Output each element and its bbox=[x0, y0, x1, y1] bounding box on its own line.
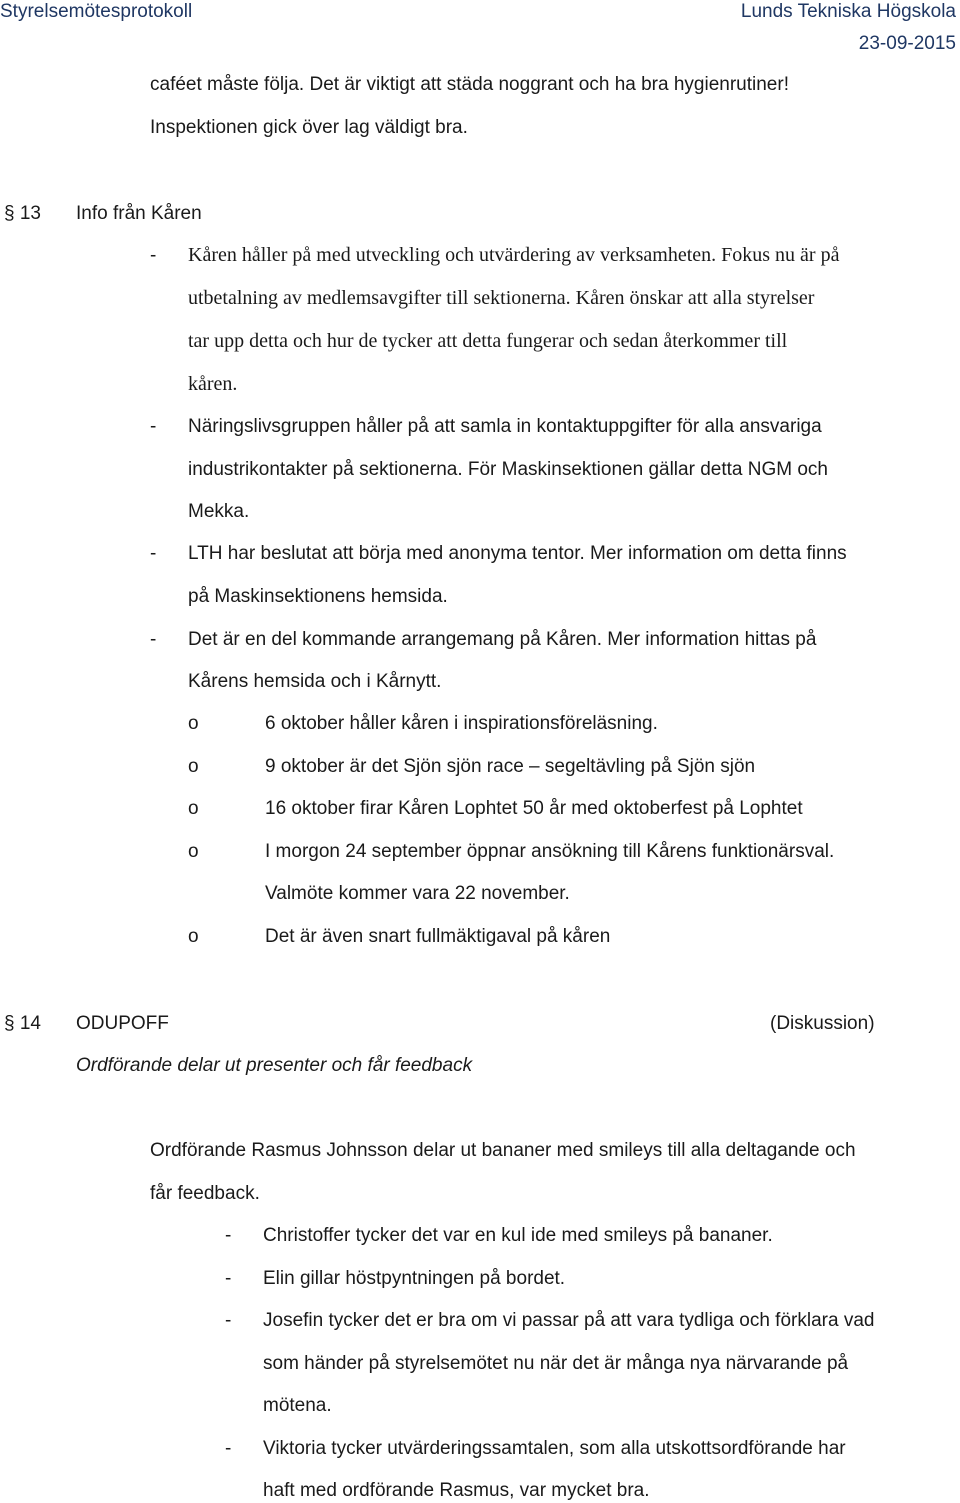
sublist-bullet: o bbox=[188, 926, 199, 947]
list-item-line: Det är en del kommande arrangemang på Kåren. Mer information hittas på bbox=[188, 629, 817, 650]
list-dash: - bbox=[150, 543, 157, 564]
list-dash: - bbox=[225, 1268, 232, 1289]
list-item-line: Näringslivsgruppen håller på att samla in kontaktuppgifter för alla ansvariga bbox=[188, 416, 822, 437]
list-item-line: kåren. bbox=[188, 373, 238, 395]
list-item-line: utbetalning av medlemsavgifter till sektionerna. Kåren önskar att alla styrelser bbox=[188, 287, 815, 309]
section-title: Info från Kåren bbox=[76, 203, 202, 224]
sublist-item-line: 9 oktober är det Sjön sjön race – segeltävling på Sjön sjön bbox=[265, 756, 756, 777]
sublist-item-line: I morgon 24 september öppnar ansökning till Kårens funktionärsval. bbox=[265, 841, 835, 862]
list-dash: - bbox=[225, 1225, 232, 1246]
section-title: ODUPOFF bbox=[76, 1013, 169, 1034]
section-subtitle: Ordförande delar ut presenter och får feedback bbox=[76, 1055, 473, 1076]
document-date: 23-09-2015 bbox=[858, 33, 956, 54]
organization-name: Lunds Tekniska Högskola bbox=[740, 1, 956, 22]
list-item-line: Kåren håller på med utveckling och utvärdering av verksamheten. Fokus nu är på bbox=[188, 244, 840, 266]
sublist-bullet: o bbox=[188, 798, 199, 819]
sublist-item-line: 6 oktober håller kåren i inspirationsföreläsning. bbox=[265, 713, 658, 734]
list-item-line: som händer på styrelsemötet nu när det är många nya närvarande på bbox=[263, 1353, 849, 1374]
paragraph-line: Ordförande Rasmus Johnsson delar ut bananer med smileys till alla deltagande och bbox=[150, 1140, 856, 1161]
section-number: § 13 bbox=[4, 203, 41, 224]
list-item-line: tar upp detta och hur de tycker att detta fungerar och sedan återkommer till bbox=[188, 330, 788, 352]
list-item-line: industrikontakter på sektionerna. För Maskinsektionen gällar detta NGM och bbox=[188, 459, 828, 480]
sublist-bullet: o bbox=[188, 841, 199, 862]
section-tag: (Diskussion) bbox=[770, 1013, 875, 1034]
list-item-line: Josefin tycker det er bra om vi passar på att vara tydliga och förklara vad bbox=[263, 1310, 875, 1331]
list-item-line: Mekka. bbox=[188, 501, 250, 522]
list-dash: - bbox=[225, 1310, 232, 1331]
list-item-line: Viktoria tycker utvärderingssamtalen, som alla utskottsordförande har bbox=[263, 1438, 846, 1459]
list-dash: - bbox=[150, 629, 157, 650]
list-item-line: på Maskinsektionens hemsida. bbox=[188, 586, 448, 607]
sublist-bullet: o bbox=[188, 713, 199, 734]
document-title: Styrelsemötesprotokoll bbox=[0, 1, 193, 22]
list-dash: - bbox=[225, 1438, 232, 1459]
section-number: § 14 bbox=[4, 1013, 41, 1034]
paragraph-line: får feedback. bbox=[150, 1183, 260, 1204]
sublist-item-line: Valmöte kommer vara 22 november. bbox=[265, 883, 570, 904]
list-item-line: Elin gillar höstpyntningen på bordet. bbox=[263, 1268, 566, 1289]
intro-line: Inspektionen gick över lag väldigt bra. bbox=[150, 117, 468, 138]
list-dash: - bbox=[150, 416, 157, 437]
sublist-item-line: 16 oktober firar Kåren Lophtet 50 år med oktoberfest på Lophtet bbox=[265, 798, 803, 819]
intro-line: caféet måste följa. Det är viktigt att städa noggrant och ha bra hygienrutiner! bbox=[150, 74, 789, 95]
list-item-line: Christoffer tycker det var en kul ide med smileys på bananer. bbox=[263, 1225, 773, 1246]
list-item-line: mötena. bbox=[263, 1395, 332, 1416]
sublist-item-line: Det är även snart fullmäktigaval på kåren bbox=[265, 926, 611, 947]
list-item-line: Kårens hemsida och i Kårnytt. bbox=[188, 671, 442, 692]
list-item-line: LTH har beslutat att börja med anonyma tentor. Mer information om detta finns bbox=[188, 543, 847, 564]
list-item-line: haft med ordförande Rasmus, var mycket bra. bbox=[263, 1480, 650, 1501]
list-dash: - bbox=[150, 245, 157, 266]
sublist-bullet: o bbox=[188, 756, 199, 777]
